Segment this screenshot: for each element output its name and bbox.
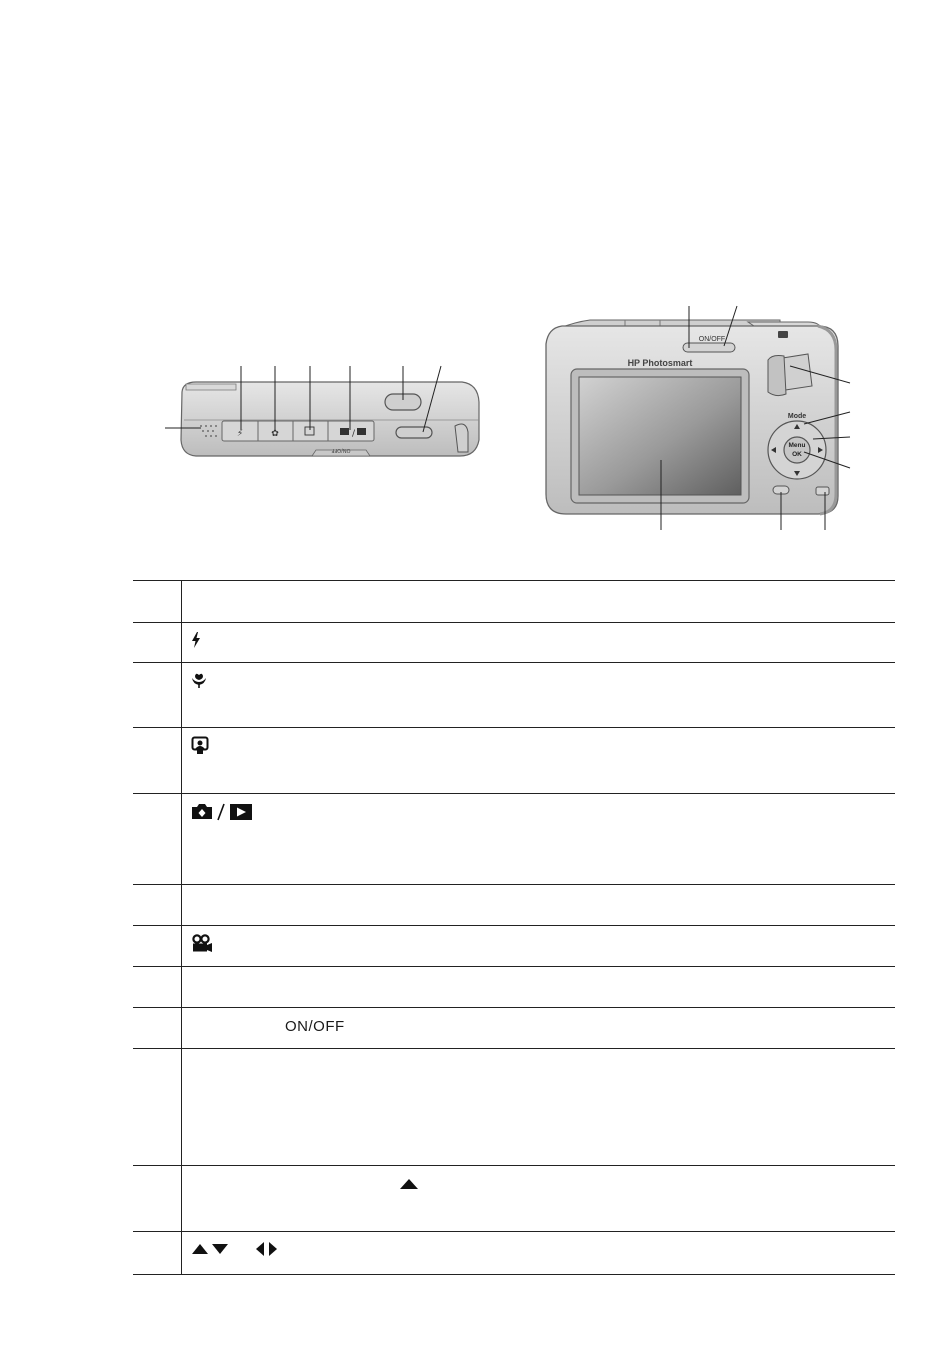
camera-back-view [546, 306, 850, 530]
table-row [133, 1049, 895, 1166]
row-description [191, 736, 887, 754]
left-right-arrows-icon [256, 1242, 277, 1256]
top-macro-icon: ✿ [271, 429, 279, 439]
table-row [133, 926, 895, 967]
row-number-cell [133, 728, 182, 793]
table-row [133, 623, 895, 663]
top-onoff-mark: ON/OFF [331, 447, 351, 453]
row-description [191, 934, 887, 952]
row-number-cell [133, 1049, 182, 1165]
svg-text:/: / [352, 429, 356, 439]
back-onoff-label: ON/OFF [698, 336, 726, 343]
table-row [133, 1008, 895, 1049]
separator-slash [218, 804, 224, 820]
mode-label: Mode [787, 413, 807, 420]
brand-label: HP Photosmart [627, 358, 693, 368]
arrow-icons [191, 1241, 281, 1257]
row-number-cell [133, 663, 182, 727]
live-view-icon [192, 804, 212, 819]
playback-icon [230, 804, 252, 820]
table-row [133, 728, 895, 794]
table-row [133, 794, 895, 885]
row-number-cell [133, 1232, 182, 1274]
print-button-drawing [816, 487, 829, 495]
camera-figure [0, 0, 950, 560]
row-description [191, 671, 887, 688]
top-flash-icon: ⚡ [236, 429, 244, 439]
row-description [191, 1240, 887, 1257]
self-timer-icon [191, 736, 209, 754]
power-button-drawing [396, 427, 432, 438]
onoff-label: ON/OFF [285, 1018, 345, 1035]
row-description [191, 631, 887, 648]
row-number-cell [133, 967, 182, 1007]
top-camera-icon [340, 428, 349, 435]
menu-label: Menu [788, 442, 806, 449]
video-icon [191, 934, 213, 952]
row-number-cell [133, 623, 182, 662]
ok-label: OK [792, 451, 802, 458]
row-number-cell [133, 1008, 182, 1048]
table-row [133, 663, 895, 728]
table-row [133, 581, 895, 623]
row-number-cell [133, 581, 182, 622]
macro-icon [191, 672, 207, 688]
row-number-cell [133, 794, 182, 884]
row-number-cell [133, 926, 182, 966]
row-description [191, 802, 887, 822]
lcd-screen-drawing [579, 377, 741, 495]
top-play-icon [357, 428, 366, 435]
table-row [133, 885, 895, 926]
table-row [133, 967, 895, 1008]
table-row [133, 1232, 895, 1275]
row-number-cell [133, 885, 182, 925]
row-number-cell [133, 1166, 182, 1231]
table-row [133, 1166, 895, 1232]
back-onoff-button-drawing [683, 343, 735, 352]
flash-icon [191, 632, 201, 648]
up-triangle-icon [399, 1178, 419, 1190]
controls-table [133, 580, 895, 1275]
camera-playback-icons [191, 802, 257, 822]
camera-top-view [165, 366, 479, 456]
up-down-arrows-icon [192, 1244, 228, 1254]
